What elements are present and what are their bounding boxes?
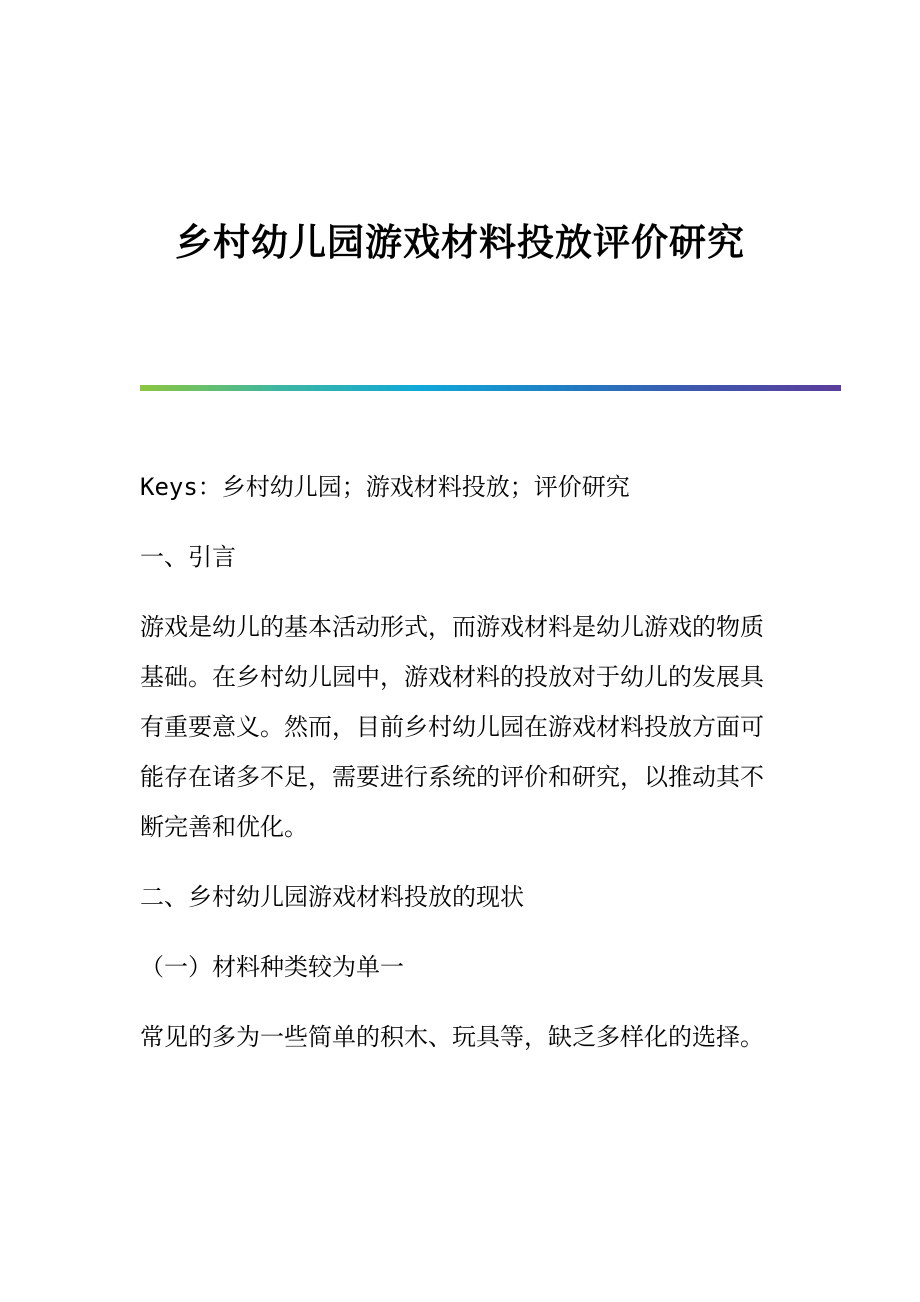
document-body xyxy=(140,462,765,1082)
document-title: 乡村幼儿园游戏材料投放评价研究 xyxy=(175,220,745,264)
subsection-heading-material-variety: （一）材料种类较为单一 xyxy=(140,953,404,981)
keys-line: Keys：乡村幼儿园；游戏材料投放；评价研究 xyxy=(140,473,630,501)
paragraph-introduction: 游戏是幼儿的基本活动形式，而游戏材料是幼儿游戏的物质基础。在乡村幼儿园中，游戏材料的投放对于幼儿的发展具有重要意义。然而，目前乡村幼儿园在游戏材料投放方面可能存在诸多不足，需要进行系统的评价和研究，以推动其不断完善和优化。 xyxy=(140,613,764,841)
paragraph-material-variety: 常见的多为一些简单的积木、玩具等，缺乏多样化的选择。 xyxy=(140,1023,764,1051)
gradient-divider xyxy=(140,385,841,391)
section-heading-introduction: 一、引言 xyxy=(140,543,236,571)
section-heading-status: 二、乡村幼儿园游戏材料投放的现状 xyxy=(140,883,524,911)
